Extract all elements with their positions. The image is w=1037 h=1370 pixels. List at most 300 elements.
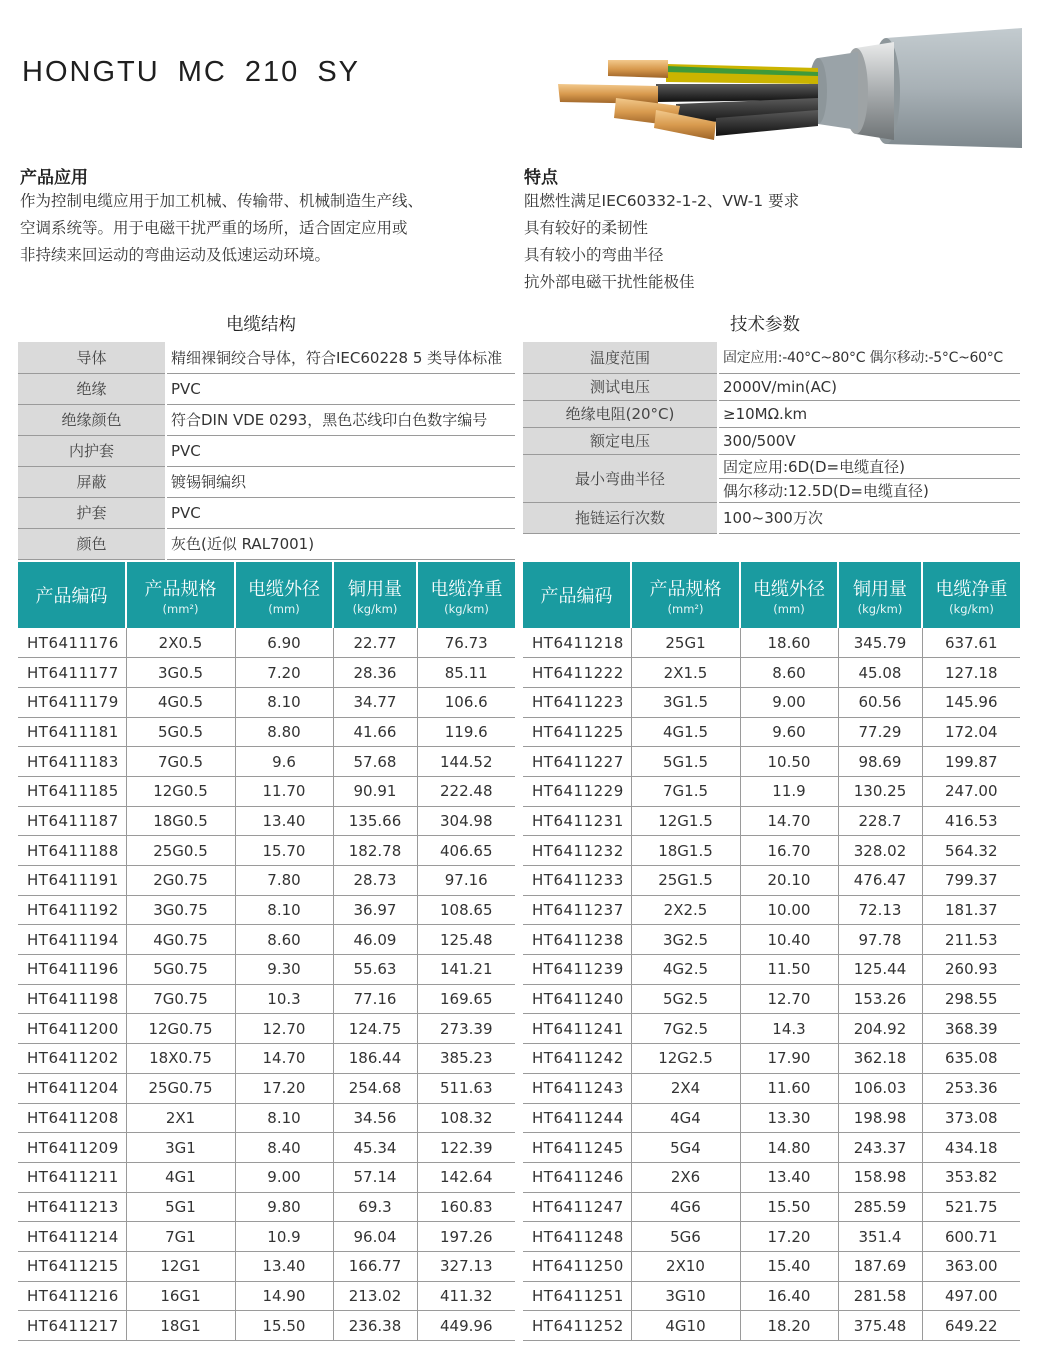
product-spec: 5G4 (631, 1133, 740, 1163)
product-code: HT6411177 (18, 658, 126, 688)
feature-item: 具有较小的弯曲半径 (524, 246, 664, 264)
product-code: HT6411238 (523, 925, 631, 955)
product-spec: 25G0.75 (126, 1073, 235, 1103)
net-weight: 85.11 (417, 658, 515, 688)
tech-value: 2000V/min(AC) (718, 373, 1020, 400)
net-weight: 145.96 (922, 687, 1020, 717)
product-code: HT6411188 (18, 836, 126, 866)
tech-value: 300/500V (718, 427, 1020, 454)
copper-weight: 135.66 (333, 806, 417, 836)
table-row (523, 866, 1020, 896)
table-row (18, 776, 515, 806)
copper-weight: 22.77 (333, 628, 417, 658)
product-code: HT6411200 (18, 1014, 126, 1044)
tech-value: 固定应用:6D(D=电缆直径) (718, 454, 1020, 478)
copper-weight: 158.98 (838, 1162, 922, 1192)
cable-diameter: 14.70 (235, 1044, 333, 1074)
feature-item: 具有较好的柔韧性 (524, 219, 649, 237)
product-spec: 3G10 (631, 1281, 740, 1311)
tech-value: 固定应用:-40°C~80°C 偶尔移动:-5°C~60°C (718, 342, 1020, 373)
cable-diameter: 15.50 (740, 1192, 838, 1222)
product-spec: 5G0.5 (126, 717, 235, 747)
copper-weight: 77.29 (838, 717, 922, 747)
table-header-row (523, 562, 1020, 628)
copper-weight: 41.66 (333, 717, 417, 747)
table-row (523, 342, 1020, 373)
product-spec: 4G0.5 (126, 687, 235, 717)
table-row (523, 1222, 1020, 1252)
table-row (523, 1014, 1020, 1044)
net-weight: 222.48 (417, 776, 515, 806)
table-row (523, 717, 1020, 747)
table-row (523, 502, 1020, 533)
structure-heading: 电缆结构 (226, 315, 296, 335)
product-spec: 3G1.5 (631, 687, 740, 717)
structure-table (18, 342, 515, 560)
table-row (523, 373, 1020, 400)
table-row (523, 747, 1020, 777)
table-row (18, 925, 515, 955)
product-spec: 2X10 (631, 1251, 740, 1281)
cable-diameter: 8.80 (235, 717, 333, 747)
net-weight: 273.39 (417, 1014, 515, 1044)
net-weight: 449.96 (417, 1311, 515, 1341)
product-spec: 2G0.75 (126, 866, 235, 896)
product-code: HT6411242 (523, 1044, 631, 1074)
product-spec: 2X1 (126, 1103, 235, 1133)
net-weight: 160.83 (417, 1192, 515, 1222)
cable-illustration (556, 26, 1022, 154)
table-row (18, 658, 515, 688)
tech-table (523, 342, 1020, 534)
copper-weight: 186.44 (333, 1044, 417, 1074)
table-row (523, 687, 1020, 717)
copper-weight: 28.73 (333, 866, 417, 896)
tech-value: 100~300万次 (718, 502, 1020, 533)
net-weight: 144.52 (417, 747, 515, 777)
net-weight: 253.36 (922, 1073, 1020, 1103)
product-spec: 12G0.75 (126, 1014, 235, 1044)
structure-label: 绝缘颜色 (18, 404, 166, 435)
header-diameter: 电缆外径 (mm) (740, 562, 838, 628)
table-row (523, 806, 1020, 836)
cable-diameter: 14.70 (740, 806, 838, 836)
header-copper: 铜用量 (kg/km) (838, 562, 922, 628)
table-row (18, 342, 515, 373)
table-row (523, 1281, 1020, 1311)
copper-weight: 362.18 (838, 1044, 922, 1074)
table-row (523, 454, 1020, 478)
product-code: HT6411214 (18, 1222, 126, 1252)
cable-diameter: 9.6 (235, 747, 333, 777)
net-weight: 411.32 (417, 1281, 515, 1311)
header-copper: 铜用量 (kg/km) (333, 562, 417, 628)
table-row (523, 1073, 1020, 1103)
cable-diameter: 9.00 (235, 1162, 333, 1192)
structure-value: PVC (166, 435, 515, 466)
cable-diameter: 12.70 (740, 984, 838, 1014)
product-code: HT6411194 (18, 925, 126, 955)
product-spec: 4G2.5 (631, 955, 740, 985)
copper-weight: 166.77 (333, 1251, 417, 1281)
copper-weight: 345.79 (838, 628, 922, 658)
copper-weight: 153.26 (838, 984, 922, 1014)
table-row (18, 836, 515, 866)
net-weight: 799.37 (922, 866, 1020, 896)
net-weight: 649.22 (922, 1311, 1020, 1341)
table-header-row (18, 562, 515, 628)
net-weight: 247.00 (922, 776, 1020, 806)
product-code: HT6411244 (523, 1103, 631, 1133)
product-spec: 12G1.5 (631, 806, 740, 836)
table-row (18, 435, 515, 466)
structure-label: 屏蔽 (18, 466, 166, 497)
product-code: HT6411204 (18, 1073, 126, 1103)
net-weight: 434.18 (922, 1133, 1020, 1163)
table-row (18, 1222, 515, 1252)
header-diameter: 电缆外径 (mm) (235, 562, 333, 628)
copper-weight: 213.02 (333, 1281, 417, 1311)
cable-diameter: 11.70 (235, 776, 333, 806)
product-code: HT6411247 (523, 1192, 631, 1222)
product-code: HT6411202 (18, 1044, 126, 1074)
tech-value: 偶尔移动:12.5D(D=电缆直径) (718, 478, 1020, 502)
net-weight: 304.98 (417, 806, 515, 836)
cable-diameter: 8.10 (235, 1103, 333, 1133)
product-code: HT6411231 (523, 806, 631, 836)
copper-weight: 187.69 (838, 1251, 922, 1281)
product-code: HT6411187 (18, 806, 126, 836)
product-code: HT6411213 (18, 1192, 126, 1222)
table-row (523, 776, 1020, 806)
copper-weight: 106.03 (838, 1073, 922, 1103)
tech-label: 最小弯曲半径 (523, 454, 718, 502)
cable-diameter: 15.40 (740, 1251, 838, 1281)
net-weight: 119.6 (417, 717, 515, 747)
structure-label: 导体 (18, 342, 166, 373)
application-line: 空调系统等。用于电磁干扰严重的场所，适合固定应用或 (20, 219, 408, 237)
copper-weight: 77.16 (333, 984, 417, 1014)
cable-diameter: 18.60 (740, 628, 838, 658)
table-row (18, 866, 515, 896)
product-code: HT6411181 (18, 717, 126, 747)
product-code: HT6411250 (523, 1251, 631, 1281)
product-code: HT6411237 (523, 895, 631, 925)
copper-weight: 204.92 (838, 1014, 922, 1044)
product-spec: 25G1 (631, 628, 740, 658)
product-spec: 3G2.5 (631, 925, 740, 955)
product-code: HT6411222 (523, 658, 631, 688)
table-row (523, 400, 1020, 427)
tech-label: 额定电压 (523, 427, 718, 454)
table-row (18, 895, 515, 925)
table-row (18, 404, 515, 435)
product-spec: 2X0.5 (126, 628, 235, 658)
net-weight: 298.55 (922, 984, 1020, 1014)
net-weight: 108.32 (417, 1103, 515, 1133)
table-row (18, 1251, 515, 1281)
copper-weight: 98.69 (838, 747, 922, 777)
copper-weight: 124.75 (333, 1014, 417, 1044)
net-weight: 385.23 (417, 1044, 515, 1074)
product-code: HT6411245 (523, 1133, 631, 1163)
cable-diameter: 12.70 (235, 1014, 333, 1044)
net-weight: 637.61 (922, 628, 1020, 658)
product-code: HT6411223 (523, 687, 631, 717)
product-spec: 5G2.5 (631, 984, 740, 1014)
table-row (18, 1281, 515, 1311)
product-code: HT6411217 (18, 1311, 126, 1341)
copper-weight: 69.3 (333, 1192, 417, 1222)
cable-diameter: 15.50 (235, 1311, 333, 1341)
product-code: HT6411192 (18, 895, 126, 925)
table-row (18, 1192, 515, 1222)
cable-diameter: 9.00 (740, 687, 838, 717)
cable-diameter: 11.60 (740, 1073, 838, 1103)
cable-diameter: 6.90 (235, 628, 333, 658)
cable-diameter: 14.90 (235, 1281, 333, 1311)
cable-diameter: 13.40 (235, 806, 333, 836)
cable-diameter: 17.20 (740, 1222, 838, 1252)
tech-label: 拖链运行次数 (523, 502, 718, 533)
table-row (18, 1103, 515, 1133)
table-row (18, 1073, 515, 1103)
net-weight: 169.65 (417, 984, 515, 1014)
table-row (18, 806, 515, 836)
product-spec: 2X1.5 (631, 658, 740, 688)
net-weight: 127.18 (922, 658, 1020, 688)
product-code: HT6411243 (523, 1073, 631, 1103)
net-weight: 353.82 (922, 1162, 1020, 1192)
copper-weight: 236.38 (333, 1311, 417, 1341)
tech-heading: 技术参数 (730, 315, 800, 335)
cable-diameter: 10.3 (235, 984, 333, 1014)
cable-diameter: 15.70 (235, 836, 333, 866)
table-row (523, 895, 1020, 925)
table-row (523, 1192, 1020, 1222)
product-spec: 2X4 (631, 1073, 740, 1103)
product-code: HT6411225 (523, 717, 631, 747)
copper-weight: 57.68 (333, 747, 417, 777)
structure-label: 绝缘 (18, 373, 166, 404)
product-spec: 18G0.5 (126, 806, 235, 836)
net-weight: 521.75 (922, 1192, 1020, 1222)
header-weight: 电缆净重 (kg/km) (922, 562, 1020, 628)
product-spec: 18G1.5 (631, 836, 740, 866)
application-heading: 产品应用 (20, 168, 88, 188)
structure-value: 灰色(近似 RAL7001) (166, 528, 515, 559)
net-weight: 76.73 (417, 628, 515, 658)
product-code: HT6411246 (523, 1162, 631, 1192)
net-weight: 600.71 (922, 1222, 1020, 1252)
table-row (523, 1044, 1020, 1074)
product-code: HT6411240 (523, 984, 631, 1014)
copper-weight: 130.25 (838, 776, 922, 806)
table-row (523, 955, 1020, 985)
net-weight: 497.00 (922, 1281, 1020, 1311)
net-weight: 406.65 (417, 836, 515, 866)
structure-value: 符合DIN VDE 0293，黑色芯线印白色数字编号 (166, 404, 515, 435)
table-row (18, 1133, 515, 1163)
header-product-code: 产品编码 (18, 562, 126, 628)
copper-weight: 45.08 (838, 658, 922, 688)
copper-weight: 476.47 (838, 866, 922, 896)
product-spec: 16G1 (126, 1281, 235, 1311)
table-row (18, 717, 515, 747)
product-code: HT6411232 (523, 836, 631, 866)
cable-diameter: 14.3 (740, 1014, 838, 1044)
cable-diameter: 18.20 (740, 1311, 838, 1341)
product-code: HT6411176 (18, 628, 126, 658)
product-spec: 4G6 (631, 1192, 740, 1222)
product-code: HT6411183 (18, 747, 126, 777)
product-code: HT6411248 (523, 1222, 631, 1252)
product-spec: 4G4 (631, 1103, 740, 1133)
net-weight: 416.53 (922, 806, 1020, 836)
product-code: HT6411252 (523, 1311, 631, 1341)
product-code: HT6411191 (18, 866, 126, 896)
table-row (523, 427, 1020, 454)
product-code: HT6411251 (523, 1281, 631, 1311)
product-table-right (523, 562, 1020, 1341)
net-weight: 106.6 (417, 687, 515, 717)
cable-diameter: 10.00 (740, 895, 838, 925)
product-code: HT6411218 (523, 628, 631, 658)
product-spec: 3G1 (126, 1133, 235, 1163)
cable-diameter: 8.10 (235, 895, 333, 925)
application-text (20, 188, 423, 269)
table-row (18, 955, 515, 985)
table-row (18, 1044, 515, 1074)
product-spec: 7G0.5 (126, 747, 235, 777)
product-code: HT6411215 (18, 1251, 126, 1281)
net-weight: 122.39 (417, 1133, 515, 1163)
copper-weight: 351.4 (838, 1222, 922, 1252)
tech-label: 绝缘电阻(20°C) (523, 400, 718, 427)
product-spec: 12G1 (126, 1251, 235, 1281)
product-code: HT6411179 (18, 687, 126, 717)
net-weight: 97.16 (417, 866, 515, 896)
cable-diameter: 20.10 (740, 866, 838, 896)
copper-weight: 36.97 (333, 895, 417, 925)
header-weight: 电缆净重 (kg/km) (417, 562, 515, 628)
net-weight: 373.08 (922, 1103, 1020, 1133)
cable-diameter: 11.50 (740, 955, 838, 985)
product-spec: 12G0.5 (126, 776, 235, 806)
table-row (18, 466, 515, 497)
feature-item: 阻燃性满足IEC60332-1-2、VW-1 要求 (524, 192, 800, 210)
features-list (524, 188, 799, 296)
net-weight: 197.26 (417, 1222, 515, 1252)
net-weight: 142.64 (417, 1162, 515, 1192)
product-code: HT6411216 (18, 1281, 126, 1311)
copper-weight: 228.7 (838, 806, 922, 836)
product-spec: 3G0.75 (126, 895, 235, 925)
table-row (18, 1014, 515, 1044)
product-spec: 25G1.5 (631, 866, 740, 896)
table-row (523, 1103, 1020, 1133)
product-code: HT6411185 (18, 776, 126, 806)
cable-diameter: 14.80 (740, 1133, 838, 1163)
net-weight: 125.48 (417, 925, 515, 955)
table-row (18, 1311, 515, 1341)
cable-diameter: 9.30 (235, 955, 333, 985)
structure-value: PVC (166, 497, 515, 528)
net-weight: 564.32 (922, 836, 1020, 866)
net-weight: 172.04 (922, 717, 1020, 747)
copper-weight: 55.63 (333, 955, 417, 985)
table-row (523, 925, 1020, 955)
copper-weight: 28.36 (333, 658, 417, 688)
copper-weight: 243.37 (838, 1133, 922, 1163)
net-weight: 368.39 (922, 1014, 1020, 1044)
table-row (523, 1133, 1020, 1163)
features-heading: 特点 (524, 168, 558, 188)
product-spec: 2X6 (631, 1162, 740, 1192)
product-code: HT6411229 (523, 776, 631, 806)
table-row (18, 984, 515, 1014)
table-row (523, 658, 1020, 688)
cable-diameter: 16.70 (740, 836, 838, 866)
copper-weight: 45.34 (333, 1133, 417, 1163)
header-spec: 产品规格 (mm²) (126, 562, 235, 628)
product-spec: 7G2.5 (631, 1014, 740, 1044)
product-spec: 7G0.75 (126, 984, 235, 1014)
structure-value: 精细裸铜绞合导体，符合IEC60228 5 类导体标准 (166, 342, 515, 373)
product-code: HT6411198 (18, 984, 126, 1014)
header-spec: 产品规格 (mm²) (631, 562, 740, 628)
cable-diameter: 8.10 (235, 687, 333, 717)
table-row (523, 984, 1020, 1014)
cable-diameter: 8.40 (235, 1133, 333, 1163)
product-spec: 18X0.75 (126, 1044, 235, 1074)
copper-weight: 254.68 (333, 1073, 417, 1103)
product-spec: 4G1 (126, 1162, 235, 1192)
product-code: HT6411211 (18, 1162, 126, 1192)
application-line: 作为控制电缆应用于加工机械、传输带、机械制造生产线、 (20, 192, 424, 210)
product-code: HT6411196 (18, 955, 126, 985)
copper-weight: 97.78 (838, 925, 922, 955)
product-code: HT6411241 (523, 1014, 631, 1044)
product-spec: 25G0.5 (126, 836, 235, 866)
tech-value: ≥10MΩ.km (718, 400, 1020, 427)
page-title: HONGTU MC 210 SY (22, 56, 360, 88)
table-row (523, 836, 1020, 866)
table-row (18, 747, 515, 777)
copper-weight: 328.02 (838, 836, 922, 866)
cable-diameter: 13.40 (235, 1251, 333, 1281)
product-spec: 4G0.75 (126, 925, 235, 955)
copper-weight: 46.09 (333, 925, 417, 955)
product-code: HT6411233 (523, 866, 631, 896)
product-spec: 4G1.5 (631, 717, 740, 747)
copper-weight: 281.58 (838, 1281, 922, 1311)
copper-weight: 285.59 (838, 1192, 922, 1222)
table-row (18, 528, 515, 559)
copper-weight: 34.56 (333, 1103, 417, 1133)
product-spec: 3G0.5 (126, 658, 235, 688)
table-row (18, 373, 515, 404)
copper-weight: 198.98 (838, 1103, 922, 1133)
feature-item: 抗外部电磁干扰性能极佳 (524, 273, 695, 291)
cable-diameter: 10.9 (235, 1222, 333, 1252)
cable-diameter: 17.20 (235, 1073, 333, 1103)
cable-diameter: 11.9 (740, 776, 838, 806)
structure-label: 内护套 (18, 435, 166, 466)
net-weight: 199.87 (922, 747, 1020, 777)
product-spec: 18G1 (126, 1311, 235, 1341)
net-weight: 260.93 (922, 955, 1020, 985)
